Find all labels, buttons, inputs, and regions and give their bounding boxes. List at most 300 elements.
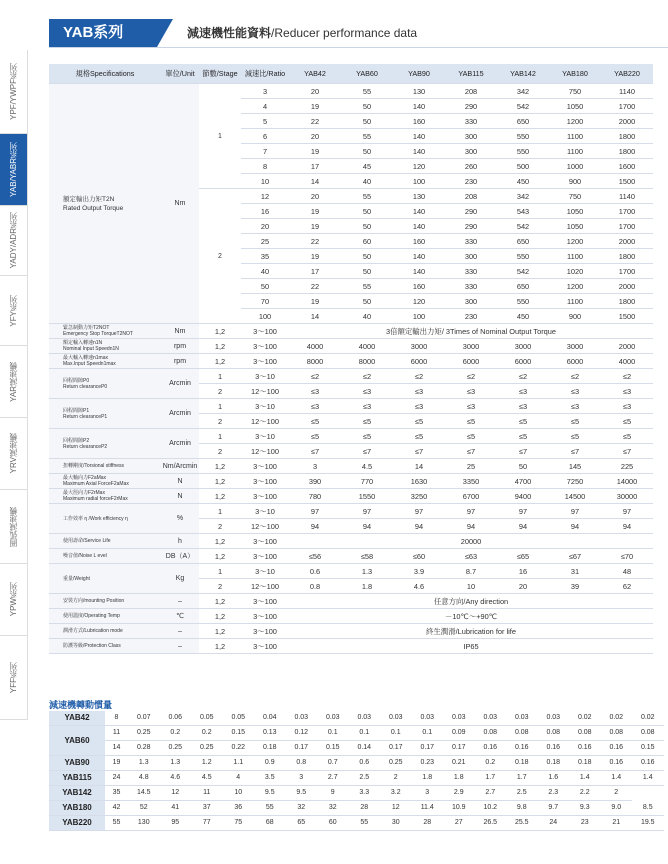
value-cell: 50	[341, 204, 393, 219]
side-tab[interactable]	[0, 418, 28, 490]
value-cell: ≤3	[497, 384, 549, 399]
value-cell: 2000	[601, 114, 653, 129]
spec-label: 額定輸入轉速n1N Nominal Input Speedn1N	[49, 339, 161, 354]
table-row	[49, 549, 653, 564]
inertia-value: 0.03	[443, 711, 475, 726]
value-cell: 4.6	[393, 579, 445, 594]
inertia-value: 0.7	[317, 756, 349, 771]
value-cell: 1630	[393, 474, 445, 489]
inertia-value: 0.16	[632, 756, 664, 771]
ratio-cell: 3～100	[241, 339, 289, 354]
value-cell: 1700	[601, 264, 653, 279]
stage-cell: 1,2	[199, 639, 241, 654]
header-divider	[49, 47, 668, 48]
stage-cell: 2	[199, 414, 241, 429]
value-cell: ≤63	[445, 549, 497, 564]
inertia-value: 0.12	[286, 726, 318, 741]
value-cell: 3250	[393, 489, 445, 504]
table-row	[49, 564, 653, 579]
value-cell: 6000	[549, 354, 601, 369]
value-cell: ≤5	[341, 429, 393, 444]
value-cell: 1800	[601, 129, 653, 144]
stage-cell: 1,2	[199, 549, 241, 564]
value-cell: 17	[289, 159, 341, 174]
value-cell: 1800	[601, 144, 653, 159]
value-cell: 100	[393, 174, 445, 189]
value-cell: 1100	[549, 144, 601, 159]
inertia-value: 0.2	[160, 726, 192, 741]
value-cell: 30000	[601, 489, 653, 504]
value-cell: ≤3	[289, 399, 341, 414]
ratio-cell: 3～100	[241, 534, 289, 549]
spec-label: 使用溫度/Operating Temp	[49, 609, 161, 624]
inertia-value: 28	[349, 801, 381, 816]
side-tab[interactable]	[0, 50, 28, 134]
inertia-value: 8.5	[632, 801, 664, 816]
value-cell: 2000	[601, 279, 653, 294]
ratio-cell: 3～100	[241, 549, 289, 564]
value-cell: 97	[341, 504, 393, 519]
inertia-value: 0.02	[601, 711, 633, 726]
ratio-cell: 12～100	[241, 579, 289, 594]
value-cell: ≤2	[497, 369, 549, 384]
inertia-value: 0.16	[506, 741, 538, 756]
inertia-value: 0.18	[506, 756, 538, 771]
ratio-cell: 3～100	[241, 594, 289, 609]
page-title-en: /Reducer performance data	[271, 26, 418, 40]
ratio-cell: 8	[241, 159, 289, 174]
inertia-row	[49, 756, 664, 771]
value-cell: ≤5	[393, 429, 445, 444]
value-cell: ≤2	[445, 369, 497, 384]
value-cell: ≤5	[445, 429, 497, 444]
inertia-value: 1.7	[475, 771, 507, 786]
spec-label: 潤滑方式/Lubrication mode	[49, 624, 161, 639]
inertia-value: 0.1	[380, 726, 412, 741]
unit-cell: Arcmin	[161, 369, 199, 399]
inertia-value: 0.18	[569, 756, 601, 771]
inertia-value: 23	[569, 816, 601, 831]
side-tab-label: 圓弧減速機	[9, 506, 18, 547]
value-cell: 94	[445, 519, 497, 534]
value-cell: 4000	[289, 339, 341, 354]
unit-cell: h	[161, 534, 199, 549]
value-cell: 140	[393, 219, 445, 234]
inertia-value: 0.08	[475, 726, 507, 741]
value-cell: 10	[445, 579, 497, 594]
unit-cell: –	[161, 594, 199, 609]
value-cell: ≤3	[445, 384, 497, 399]
stage-cell: 2	[199, 579, 241, 594]
inertia-value: 0.18	[254, 741, 286, 756]
value-cell: ≤7	[549, 444, 601, 459]
value-cell: 97	[549, 504, 601, 519]
performance-table	[49, 64, 653, 654]
side-tab-label: YFY系列	[9, 294, 18, 327]
spec-label: 工作效率 η /Work efficiency η	[49, 504, 161, 534]
value-cell: 1100	[549, 294, 601, 309]
value-cell: 160	[393, 234, 445, 249]
value-cell: 140	[393, 204, 445, 219]
inertia-value: 0.8	[286, 756, 318, 771]
stage-cell: 1	[199, 504, 241, 519]
value-cell: ≤3	[341, 399, 393, 414]
side-tab[interactable]	[0, 346, 28, 418]
value-cell: 550	[497, 294, 549, 309]
value-cell: ≤2	[289, 369, 341, 384]
value-cell: 330	[445, 114, 497, 129]
value-cell: 1600	[601, 159, 653, 174]
value-cell: 1000	[549, 159, 601, 174]
ratio-cell: 3～10	[241, 504, 289, 519]
side-tab[interactable]	[0, 636, 28, 720]
value-cell: ≤3	[289, 384, 341, 399]
value-cell: 1200	[549, 279, 601, 294]
value-cell: 97	[289, 504, 341, 519]
ratio-cell: 3～100	[241, 609, 289, 624]
value-cell: 300	[445, 144, 497, 159]
value-cell: 140	[393, 144, 445, 159]
value-cell: 1050	[549, 204, 601, 219]
stage-cell: 1,2	[199, 474, 241, 489]
side-tab-label: YPF/YWPF系列	[9, 63, 18, 120]
inertia-value: 12	[380, 801, 412, 816]
unit-cell: –	[161, 639, 199, 654]
value-cell: 97	[445, 504, 497, 519]
value-cell: 330	[445, 234, 497, 249]
value-cell: 16	[497, 564, 549, 579]
inertia-value: 0.9	[254, 756, 286, 771]
value-cell: 94	[289, 519, 341, 534]
value-cell: 3	[289, 459, 341, 474]
value-cell: 140	[393, 264, 445, 279]
value-cell: ≤3	[601, 384, 653, 399]
inertia-value: 36	[223, 801, 255, 816]
inertia-value: 10.2	[475, 801, 507, 816]
inertia-value: 1.6	[538, 771, 570, 786]
inertia-value: 3	[412, 786, 444, 801]
value-cell: 130	[393, 84, 445, 99]
value-cell: 6700	[445, 489, 497, 504]
inertia-value: 0.13	[254, 726, 286, 741]
inertia-value: 11.4	[412, 801, 444, 816]
value-cell: 55	[341, 279, 393, 294]
value-cell: ≤5	[393, 414, 445, 429]
inertia-value: 0.2	[191, 726, 223, 741]
span-value-cell: IP65	[289, 639, 653, 654]
inertia-value: 0.05	[191, 711, 223, 726]
value-cell: 9400	[497, 489, 549, 504]
inertia-value: 3	[286, 771, 318, 786]
ratio-cell: 20	[241, 219, 289, 234]
side-tab[interactable]	[0, 276, 28, 346]
inertia-value: 0.21	[443, 756, 475, 771]
ratio-cell: 3～100	[241, 624, 289, 639]
inertia-value: 0.08	[632, 726, 664, 741]
value-cell: 260	[445, 159, 497, 174]
value-cell: 140	[393, 99, 445, 114]
inertia-value: 14	[105, 741, 128, 756]
side-tab[interactable]	[0, 564, 28, 636]
inertia-value: 0.28	[128, 741, 160, 756]
value-cell: 1050	[549, 219, 601, 234]
unit-cell: DB（A）	[161, 549, 199, 564]
value-cell: 290	[445, 219, 497, 234]
span-value-cell: 任意方向/Any direction	[289, 594, 653, 609]
ratio-cell: 3～100	[241, 474, 289, 489]
inertia-value: 0.04	[254, 711, 286, 726]
value-cell: 1700	[601, 204, 653, 219]
value-cell: 6000	[497, 354, 549, 369]
value-cell: 50	[341, 264, 393, 279]
ratio-cell: 3～100	[241, 489, 289, 504]
inertia-value: 52	[128, 801, 160, 816]
ratio-cell: 3～10	[241, 564, 289, 579]
inertia-value: 0.07	[128, 711, 160, 726]
stage-cell: 1,2	[199, 354, 241, 369]
column-header: 規格Specifications	[49, 64, 161, 84]
unit-cell: Arcmin	[161, 399, 199, 429]
value-cell: ≤58	[341, 549, 393, 564]
page-title-cn: 減速機性能資料	[187, 26, 272, 40]
value-cell: 14500	[549, 489, 601, 504]
inertia-value: 2	[380, 771, 412, 786]
value-cell: ≤3	[393, 399, 445, 414]
value-cell: 7250	[549, 474, 601, 489]
model-name: YAB60	[49, 726, 105, 756]
value-cell: ≤5	[549, 414, 601, 429]
inertia-value: 0.17	[412, 741, 444, 756]
value-cell: 140	[393, 129, 445, 144]
span-value-cell: －10℃～+90℃	[289, 609, 653, 624]
inertia-value: 32	[317, 801, 349, 816]
inertia-value: 0.02	[569, 711, 601, 726]
value-cell: 50	[341, 114, 393, 129]
value-cell: 94	[341, 519, 393, 534]
value-cell: ≤70	[601, 549, 653, 564]
value-cell: 4.5	[341, 459, 393, 474]
inertia-value: 0.03	[317, 711, 349, 726]
inertia-value: 1.8	[412, 771, 444, 786]
value-cell: 19	[289, 219, 341, 234]
series-tag: YAB系列	[49, 19, 157, 47]
value-cell: ≤5	[289, 414, 341, 429]
inertia-value: 9.7	[538, 801, 570, 816]
inertia-value: 0.03	[286, 711, 318, 726]
value-cell: 50	[497, 459, 549, 474]
inertia-title: 減速機轉動慣量	[49, 700, 113, 710]
inertia-value: 32	[286, 801, 318, 816]
spec-label: 扭轉剛度/Torsional stiffness	[49, 459, 161, 474]
table-row	[49, 609, 653, 624]
value-cell: 1550	[341, 489, 393, 504]
value-cell: 300	[445, 129, 497, 144]
ratio-cell: 70	[241, 294, 289, 309]
side-tab[interactable]	[0, 134, 28, 206]
model-name: YAB220	[49, 816, 105, 831]
stage-cell: 2	[199, 444, 241, 459]
unit-cell: Nm	[161, 84, 199, 324]
spec-label: 重量/Weight	[49, 564, 161, 594]
value-cell: 750	[549, 84, 601, 99]
value-cell: 390	[289, 474, 341, 489]
value-cell: 1020	[549, 264, 601, 279]
value-cell: 3000	[393, 339, 445, 354]
inertia-row	[49, 726, 664, 741]
inertia-value: 1.3	[160, 756, 192, 771]
value-cell: 330	[445, 264, 497, 279]
unit-cell: –	[161, 624, 199, 639]
value-cell: 31	[549, 564, 601, 579]
table-row	[49, 429, 653, 444]
value-cell: 25	[445, 459, 497, 474]
inertia-value: 4.5	[191, 771, 223, 786]
value-cell: ≤5	[549, 429, 601, 444]
spec-label: 回程間隙P0 Return clearanceP0	[49, 369, 161, 399]
value-cell: ≤3	[497, 399, 549, 414]
column-header: YAB142	[497, 64, 549, 84]
inertia-value: 0.25	[380, 756, 412, 771]
ratio-cell: 50	[241, 279, 289, 294]
stage-cell: 2	[199, 519, 241, 534]
ratio-cell: 40	[241, 264, 289, 279]
value-cell: 230	[445, 174, 497, 189]
value-cell: 650	[497, 234, 549, 249]
value-cell: 62	[601, 579, 653, 594]
value-cell: 50	[341, 144, 393, 159]
value-cell: ≤5	[445, 414, 497, 429]
column-header: YAB42	[289, 64, 341, 84]
inertia-value: 1.3	[128, 756, 160, 771]
unit-cell: %	[161, 504, 199, 534]
spec-label: 最大徑向力F2rMax Maximum radial forceF2rMax	[49, 489, 161, 504]
value-cell: ≤3	[549, 399, 601, 414]
column-header: 單位/Unit	[161, 64, 199, 84]
inertia-value: 1.4	[569, 771, 601, 786]
value-cell: 290	[445, 99, 497, 114]
table-row	[49, 84, 653, 99]
value-cell: 650	[497, 279, 549, 294]
value-cell: 14	[289, 174, 341, 189]
value-cell: 4700	[497, 474, 549, 489]
value-cell: 1100	[549, 129, 601, 144]
inertia-row	[49, 816, 664, 831]
value-cell: ≤5	[601, 429, 653, 444]
ratio-cell: 12～100	[241, 414, 289, 429]
stage-cell: 1,2	[199, 594, 241, 609]
value-cell: ≤7	[393, 444, 445, 459]
span-value-cell: 20000	[289, 534, 653, 549]
stage-cell: 1	[199, 399, 241, 414]
value-cell: 3000	[497, 339, 549, 354]
spec-label: 額定輸出力矩T2N Rated Output Torque	[49, 84, 161, 324]
inertia-value: 0.1	[349, 726, 381, 741]
inertia-value: 0.15	[632, 741, 664, 756]
value-cell: 45	[341, 159, 393, 174]
model-name: YAB42	[49, 711, 105, 726]
value-cell: 230	[445, 309, 497, 324]
value-cell: ≤3	[341, 384, 393, 399]
stage-cell: 1	[199, 369, 241, 384]
inertia-value: 2	[601, 786, 633, 801]
value-cell: 1800	[601, 294, 653, 309]
inertia-value: 0.03	[475, 711, 507, 726]
value-cell: ≤5	[341, 414, 393, 429]
ratio-cell: 12～100	[241, 519, 289, 534]
inertia-value: 11	[191, 786, 223, 801]
value-cell: 543	[497, 204, 549, 219]
inertia-value: 37	[191, 801, 223, 816]
value-cell: 900	[549, 309, 601, 324]
spec-label: 安裝方向/mounting Position	[49, 594, 161, 609]
ratio-cell: 7	[241, 144, 289, 159]
inertia-value: 9.3	[569, 801, 601, 816]
value-cell: 22	[289, 114, 341, 129]
table-row	[49, 594, 653, 609]
value-cell: 1050	[549, 99, 601, 114]
value-cell: 20	[497, 579, 549, 594]
value-cell: 300	[445, 249, 497, 264]
inertia-value: 25.5	[506, 816, 538, 831]
inertia-value: 0.17	[443, 741, 475, 756]
stage-cell: 1,2	[199, 339, 241, 354]
value-cell: ≤5	[601, 414, 653, 429]
value-cell: ≤2	[341, 369, 393, 384]
inertia-value: 0.03	[538, 711, 570, 726]
inertia-value: 3.5	[254, 771, 286, 786]
inertia-value: 0.05	[223, 711, 255, 726]
ratio-cell: 3～100	[241, 324, 289, 339]
inertia-value: 65	[286, 816, 318, 831]
inertia-value: 55	[254, 801, 286, 816]
value-cell: ≤7	[445, 444, 497, 459]
inertia-value: 2.7	[475, 786, 507, 801]
inertia-value: 77	[191, 816, 223, 831]
value-cell: 50	[341, 249, 393, 264]
inertia-value: 42	[105, 801, 128, 816]
column-header: YAB180	[549, 64, 601, 84]
value-cell: 542	[497, 99, 549, 114]
table-row	[49, 339, 653, 354]
inertia-value: 0.15	[317, 741, 349, 756]
value-cell: 1100	[549, 249, 601, 264]
inertia-value: 21	[601, 816, 633, 831]
value-cell: 97	[601, 504, 653, 519]
column-header: 減速比/Ratio	[241, 64, 289, 84]
value-cell: ≤5	[497, 414, 549, 429]
inertia-value: 26.5	[475, 816, 507, 831]
value-cell: 1800	[601, 249, 653, 264]
value-cell: 48	[601, 564, 653, 579]
column-header: 節數/Stage	[199, 64, 241, 84]
value-cell: 500	[497, 159, 549, 174]
spec-label: 回程間隙P2 Return clearanceP2	[49, 429, 161, 459]
ratio-cell: 12～100	[241, 384, 289, 399]
value-cell: 1700	[601, 219, 653, 234]
stage-cell: 1,2	[199, 324, 241, 339]
value-cell: ≤5	[289, 429, 341, 444]
value-cell: ≤5	[497, 429, 549, 444]
side-tab[interactable]	[0, 206, 28, 276]
value-cell: ≤7	[289, 444, 341, 459]
table-row	[49, 399, 653, 414]
ratio-cell: 10	[241, 174, 289, 189]
side-tab[interactable]	[0, 490, 28, 564]
inertia-value: 11	[105, 726, 128, 741]
value-cell: 750	[549, 189, 601, 204]
value-cell: ≤3	[549, 384, 601, 399]
inertia-value: 0.16	[601, 741, 633, 756]
